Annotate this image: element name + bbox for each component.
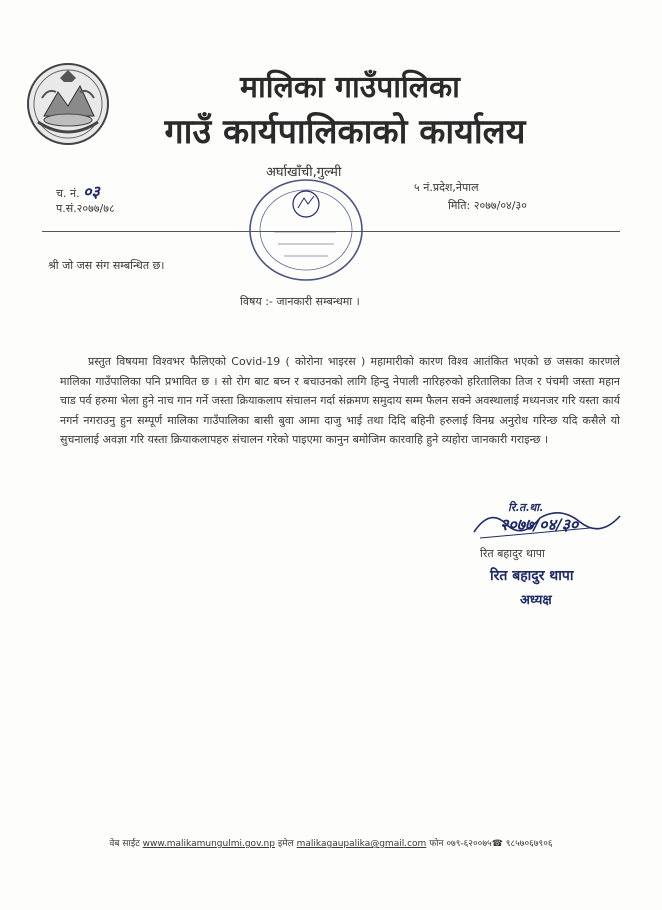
footer-contact — [0, 836, 662, 849]
office-stamp-icon — [244, 174, 368, 286]
signatory-name-stamp: रित बहादुर थापा — [490, 568, 574, 584]
office-title: गाउँ कार्यपालिकाको कार्यालय — [164, 112, 526, 152]
website-label: वेब साईट — [109, 839, 140, 849]
phone-number: ०७९-६२००७५☎ ९८५७०६७९०६ — [446, 839, 553, 849]
province-text: ५ नं.प्रदेश,नेपाल — [414, 181, 479, 194]
municipality-title: मालिका गाउँपालिका — [240, 70, 460, 105]
header-rule — [42, 231, 620, 232]
phone-label: फोन — [429, 839, 444, 849]
signatory-designation: अध्यक्ष — [520, 593, 552, 608]
nepal-emblem-icon — [22, 58, 114, 150]
email-label: इमेल — [277, 839, 294, 849]
website-link[interactable]: www.malikamungulmi.gov.np — [142, 839, 275, 849]
ch-no-label: च. नं. — [56, 187, 80, 200]
location-text: अर्घाखाँची,गुल्मी — [266, 165, 342, 180]
subject-line: विषय :- जानकारी सम्बन्धमा । — [240, 295, 360, 308]
signatory-name: रित बहादुर थापा — [480, 547, 545, 560]
ch-no-row — [56, 180, 100, 202]
ch-no-value: ०३ — [83, 182, 100, 201]
letter-body: प्रस्तुत विषयमा विश्वभर फैलिएको Covid-19 ( कोरोना भाइरस ) महामारीको कारण विश्व आतंकित भएको छ जसका कारणले मालिका गाउँपालिका पनि प्रभावित छ । सो रोग बाट बच्न र बचाउनको लागि हिन्दु नेपाली नारिहरुको हरितालिका तिज र पंचमी जस्ता महान चाड पर्व हरुमा भेला हुने नाच गान गर्ने जस्ता क्रियाकलाप संचालन गर्दा संक्रमण समुदाय सम्म फैलन सक्ने अवस्थालाई मध्यनजर गरि यस्ता कार्य नगर्न नगराउनु हुन सम्पूर्ण मालिका गाउँपालिका बासी बुवा आमा दाजु भाई तथा दिदि बहिनी हरुलाई विनम्र अनुरोध गरिन्छ यदि कसैले यो सुचनालाई अवज्ञा गरि यस्ता क्रियाकलापहरु संचालन गरेको पाइएमा कानुन बमोजिम कारवाहि हुने व्यहोरा जानकारी गराइन्छ । — [60, 355, 620, 446]
fiscal-year: प.सं.२०७७/७८ — [56, 202, 115, 215]
signature-date: २०७७/०४/३० — [500, 515, 579, 534]
email-link[interactable]: malikagaupalika@gmail.com — [296, 839, 427, 849]
signature-initials: रि.त.था. — [508, 501, 543, 514]
letter-date: मिति: २०७७/०४/३० — [448, 199, 527, 212]
recipient-line: श्री जो जस संग सम्बन्धित छ। — [48, 259, 165, 272]
